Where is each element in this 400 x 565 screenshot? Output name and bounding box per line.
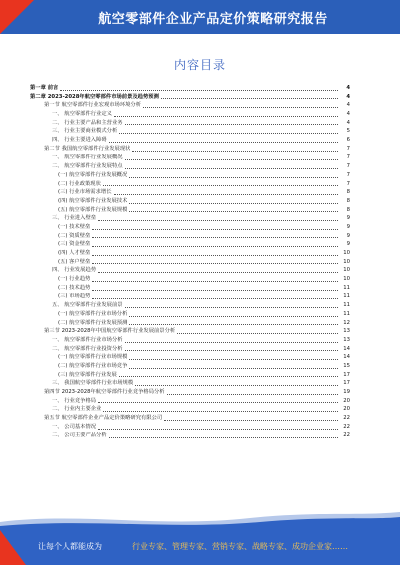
toc-entry[interactable] [30, 336, 350, 345]
toc-entry[interactable] [30, 353, 350, 362]
toc-dot-leader [92, 246, 338, 247]
toc-entry-title: (四) 航空零部件行业发展技术 [58, 197, 128, 204]
toc-entry-page-number: 6 [346, 137, 350, 144]
toc-entry[interactable] [30, 301, 350, 310]
toc-entry[interactable] [30, 310, 350, 319]
toc-entry-title: 二、 行业内主要企业 [52, 406, 102, 413]
toc-entry-page-number: 11 [343, 302, 350, 309]
toc-entry[interactable] [30, 171, 350, 180]
toc-entry-page-number: 9 [346, 223, 350, 230]
toc-entry-page-number: 11 [343, 293, 350, 300]
toc-entry[interactable] [30, 423, 350, 432]
toc-dot-leader [103, 185, 338, 186]
toc-dot-leader [129, 177, 338, 178]
toc-entry[interactable] [30, 319, 350, 328]
toc-dot-leader [132, 151, 338, 152]
toc-entry-title: 一、 航空零部件行业定义 [52, 111, 112, 118]
toc-entry[interactable] [30, 388, 350, 397]
toc-entry-page-number: 9 [346, 232, 350, 239]
toc-entry[interactable] [30, 127, 350, 136]
footer-banner [0, 530, 400, 565]
toc-entry-page-number: 10 [343, 276, 350, 283]
toc-entry-page-number: 14 [343, 345, 350, 352]
toc-entry-page-number: 13 [343, 328, 350, 335]
toc-dot-leader [109, 142, 338, 143]
toc-entry-title: 五、 航空零部件行业发展前景 [52, 302, 123, 309]
toc-entry-page-number: 4 [346, 111, 350, 118]
toc-entry-title: 一、 公司基本情况 [52, 423, 97, 430]
toc-entry-title: 二、 公司主要产品分析 [52, 432, 107, 439]
toc-entry-title: 第五节 航空零部件企业产品定价策略研究有限公司 [44, 415, 163, 422]
toc-entry-title: 第二节 我国航空零部件行业发展现状 [44, 145, 131, 152]
toc-dot-leader [125, 350, 338, 351]
toc-entry-title: 三、 我国航空零部件行业市场规模 [52, 380, 134, 387]
toc-entry[interactable] [30, 223, 350, 232]
toc-dot-leader [98, 272, 338, 273]
toc-dot-leader [92, 263, 338, 264]
toc-dot-leader [119, 133, 338, 134]
toc-entry-title: (二) 航空零部件行业发展预测 [58, 319, 128, 326]
toc-dot-leader [125, 168, 338, 169]
toc-entry[interactable] [30, 119, 350, 128]
toc-entry[interactable] [30, 275, 350, 284]
toc-entry[interactable] [30, 180, 350, 189]
toc-dot-leader [129, 203, 338, 204]
toc-entry-page-number: 8 [346, 206, 350, 213]
toc-entry[interactable] [30, 284, 350, 293]
toc-entry-title: 四、 行业主要进入障碍 [52, 137, 107, 144]
report-title: 航空零部件企业产品定价策略研究报告 [98, 12, 328, 27]
toc-entry-page-number: 4 [346, 93, 350, 100]
toc-entry-title: (三) 航空零部件行业发展 [58, 371, 117, 378]
toc-dot-leader [109, 437, 338, 438]
toc-entry-title: (一) 航空零部件行业市场分析 [58, 310, 128, 317]
toc-dot-leader [167, 394, 338, 395]
toc-dot-leader [164, 420, 338, 421]
toc-dot-leader [125, 342, 338, 343]
toc-entry-title: 四、 行业发展趋势 [52, 267, 97, 274]
toc-entry[interactable] [30, 188, 350, 197]
toc-dot-leader [98, 402, 338, 403]
toc-entry-page-number: 10 [343, 250, 350, 257]
toc-entry-title: 第一节 航空零部件行业宏观市场环境分析 [44, 102, 142, 109]
toc-dot-leader [92, 229, 338, 230]
toc-entry-title: 二、 行业主要产品和主营业务 [52, 119, 123, 126]
toc-entry[interactable] [30, 197, 350, 206]
toc-entry[interactable] [30, 232, 350, 241]
toc-entry-page-number: 22 [343, 423, 350, 430]
toc-dot-leader [129, 324, 338, 325]
toc-entry[interactable] [30, 362, 350, 371]
toc-dot-leader [135, 385, 338, 386]
toc-entry-page-number: 7 [346, 154, 350, 161]
toc-entry[interactable] [30, 240, 350, 249]
toc-entry-page-number: 17 [343, 371, 350, 378]
toc-entry[interactable] [30, 136, 350, 145]
toc-entry[interactable] [30, 432, 350, 441]
toc-entry-page-number: 4 [346, 102, 350, 109]
toc-entry[interactable] [30, 327, 350, 336]
toc-heading: 内容目录 [173, 58, 226, 72]
toc-entry-title: (一) 技术壁垒 [58, 223, 91, 230]
toc-entry[interactable] [30, 214, 350, 223]
toc-entry-title: 二、 航空零部件行业发展特点 [52, 163, 123, 170]
toc-entry[interactable] [30, 101, 350, 110]
toc-dot-leader [143, 107, 338, 108]
toc-dot-leader [129, 368, 338, 369]
footer-slogan-highlight: 行业专家、管理专家、营销专家、战略专家、成功企业家…… [132, 542, 348, 551]
toc-entry-title: (三) 资金壁垒 [58, 241, 91, 248]
toc-entry-page-number: 4 [346, 84, 350, 91]
toc-entry-page-number: 8 [346, 189, 350, 196]
header-red-corner [0, 0, 34, 34]
toc-entry-title: 一、 航空零部件行业发展概况 [52, 154, 123, 161]
toc-entry-title: 第四节 2023-2028年航空零部件行业竞争格局分析 [44, 389, 165, 396]
toc-dot-leader [98, 429, 338, 430]
toc-entry-title: 三、 行业进入壁垒 [52, 215, 97, 222]
toc-entry-title: (五) 客户壁垒 [58, 258, 91, 265]
toc-entry-page-number: 11 [343, 310, 350, 317]
toc-entry[interactable] [30, 414, 350, 423]
toc-entry[interactable] [30, 162, 350, 171]
toc-dot-leader [103, 411, 338, 412]
toc-entry[interactable] [30, 145, 350, 154]
toc-dot-leader [92, 298, 338, 299]
toc-entry-title: (二) 资质壁垒 [58, 232, 91, 239]
toc-entry-page-number: 13 [343, 336, 350, 343]
toc-entry-title: (三) 市场趋势 [58, 293, 91, 300]
toc-entry-page-number: 19 [343, 389, 350, 396]
footer-red-corner [0, 530, 26, 565]
toc-entry-title: 第一章 前言 [30, 84, 59, 91]
toc-entry-title: (二) 行业政策现状 [58, 180, 101, 187]
toc-entry-page-number: 7 [346, 171, 350, 178]
toc-dot-leader [114, 116, 338, 117]
toc-dot-leader [119, 376, 338, 377]
toc-dot-leader [129, 359, 338, 360]
toc-entry[interactable] [30, 110, 350, 119]
toc-entry-title: (一) 航空零部件行业发展概况 [58, 171, 128, 178]
toc-entry[interactable] [30, 293, 350, 302]
toc-entry-title: 一、 行业竞争格局 [52, 397, 97, 404]
toc-entry-page-number: 12 [343, 319, 350, 326]
toc-entry-title: 二、 航空零部件行业投资分析 [52, 345, 123, 352]
toc-dot-leader [92, 290, 338, 291]
toc-entry-page-number: 9 [346, 241, 350, 248]
toc-entry[interactable] [30, 84, 350, 93]
toc-entry-page-number: 7 [346, 163, 350, 170]
toc-entry-title: (二) 技术趋势 [58, 284, 91, 291]
toc-entry[interactable] [30, 206, 350, 215]
toc-entry-page-number: 17 [343, 380, 350, 387]
table-of-contents [30, 84, 350, 440]
toc-dot-leader [92, 237, 338, 238]
toc-entry-page-number: 11 [343, 284, 350, 291]
toc-entry-page-number: 20 [343, 397, 350, 404]
toc-entry-page-number: 7 [346, 180, 350, 187]
toc-dot-leader [161, 98, 338, 99]
toc-entry-title: 一、 航空零部件行业市场分析 [52, 336, 123, 343]
toc-entry-page-number: 9 [346, 215, 350, 222]
toc-entry-title: 第三节 2023-2028年中国航空零部件行业发展前景分析 [44, 328, 176, 335]
toc-dot-leader [92, 281, 338, 282]
footer-wave-decoration [0, 508, 400, 530]
toc-entry-title: (二) 航空零部件行业市场竞争 [58, 362, 128, 369]
toc-dot-leader [98, 220, 338, 221]
toc-entry-page-number: 4 [346, 119, 350, 126]
toc-entry-title: 三、 行业主要商业模式分析 [52, 128, 118, 135]
toc-entry[interactable] [30, 266, 350, 275]
toc-entry-title: 第二章 2023-2028年航空零部件市场前景及趋势预测 [30, 93, 159, 100]
toc-entry[interactable] [30, 379, 350, 388]
toc-entry-title: (一) 航空零部件行业市场规模 [58, 354, 128, 361]
toc-entry-page-number: 22 [343, 415, 350, 422]
toc-entry-page-number: 20 [343, 406, 350, 413]
toc-dot-leader [125, 124, 338, 125]
toc-entry-page-number: 22 [343, 432, 350, 439]
header-banner [0, 0, 400, 34]
toc-entry[interactable] [30, 371, 350, 380]
toc-dot-leader [129, 316, 338, 317]
toc-entry[interactable] [30, 93, 350, 102]
toc-entry-title: (三) 行业市场需求增长 [58, 189, 112, 196]
toc-entry-page-number: 14 [343, 354, 350, 361]
toc-entry[interactable] [30, 249, 350, 258]
toc-dot-leader [129, 211, 338, 212]
toc-entry[interactable] [30, 345, 350, 354]
toc-entry-page-number: 10 [343, 267, 350, 274]
toc-entry[interactable] [30, 258, 350, 267]
toc-entry[interactable] [30, 405, 350, 414]
toc-dot-leader [125, 307, 338, 308]
toc-entry-title: (五) 航空零部件行业发展规模 [58, 206, 128, 213]
toc-entry-page-number: 10 [343, 258, 350, 265]
toc-entry-title: (四) 人才壁垒 [58, 250, 91, 257]
toc-dot-leader [125, 159, 338, 160]
footer-slogan: 让每个人都能成为 [38, 542, 102, 551]
toc-dot-leader [92, 255, 338, 256]
toc-entry-page-number: 5 [346, 128, 350, 135]
toc-dot-leader [177, 333, 338, 334]
toc-entry-title: (一) 行业趋势 [58, 276, 91, 283]
toc-entry[interactable] [30, 397, 350, 406]
toc-entry[interactable] [30, 154, 350, 163]
toc-dot-leader [114, 194, 339, 195]
toc-entry-page-number: 7 [346, 145, 350, 152]
toc-entry-page-number: 15 [343, 362, 350, 369]
toc-dot-leader [60, 90, 338, 91]
toc-entry-page-number: 8 [346, 197, 350, 204]
